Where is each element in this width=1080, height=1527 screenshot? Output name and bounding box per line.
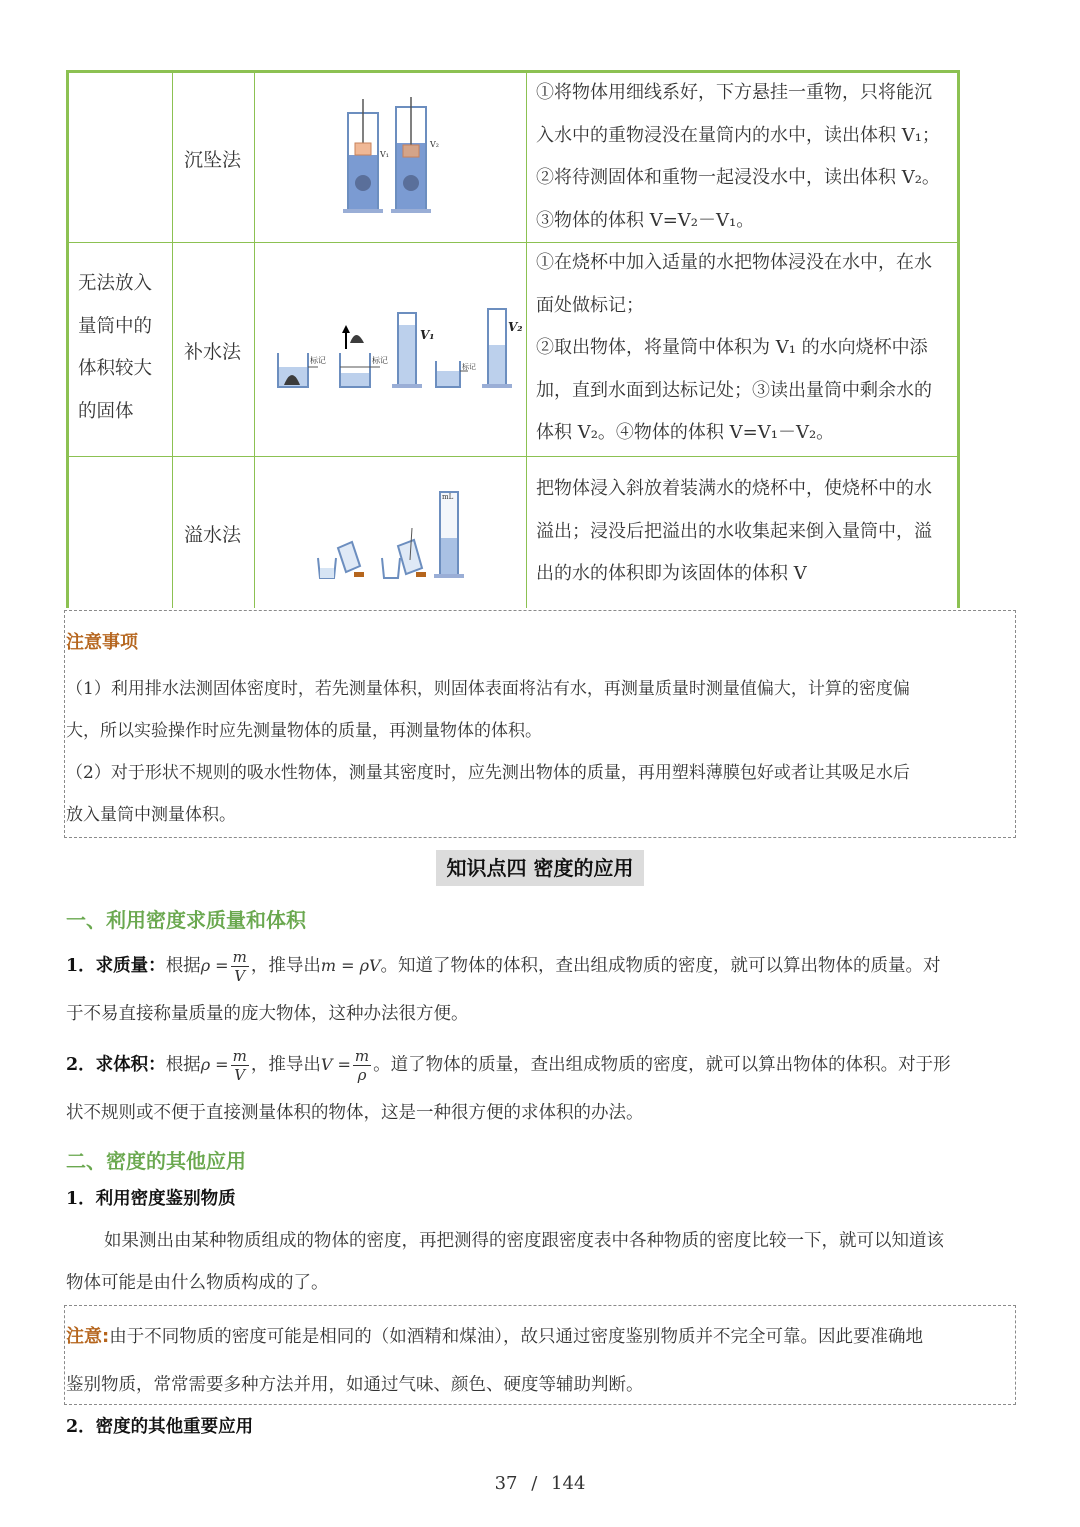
para-line: 物体可能是由什么物质构成的了。 bbox=[66, 1273, 329, 1293]
frac-num: m bbox=[354, 1047, 370, 1065]
item-volume bbox=[66, 1043, 1026, 1135]
fraction-m-over-v bbox=[231, 1047, 249, 1084]
fig-label-v1: V₁ bbox=[420, 328, 435, 342]
notice-body bbox=[66, 668, 1016, 836]
notice-line: 大，所以实验操作时应先测量物体的质量，再测量物体的体积。 bbox=[66, 721, 542, 741]
frac-num: m bbox=[232, 948, 247, 966]
table-row-divider bbox=[69, 456, 957, 457]
step-line: 加，直到水面到达标记处；③读出量筒中剩余水的 bbox=[536, 379, 932, 401]
fig-label-v1: V₁ bbox=[380, 150, 389, 159]
item-volume-rest: 。道了物体的质量，查出组成物质的密度，就可以算出物体的体积。对于形 bbox=[373, 1055, 951, 1075]
item-mass-label: 1．求质量： bbox=[66, 956, 166, 976]
item-mass-rest: 。知道了物体的体积，查出组成物质的密度，就可以算出物体的质量。对 bbox=[380, 956, 941, 976]
text-according: 根据 bbox=[165, 956, 201, 976]
frac-den: V bbox=[234, 1066, 246, 1084]
item-mass bbox=[66, 944, 1026, 1036]
step-line: ①将物体用细线系好，下方悬挂一重物，只将能沉 bbox=[536, 82, 932, 103]
para-line: 如果测出由某种物质组成的物体的密度，再把测得的密度跟密度表中各种物质的密度比较一下，就可以知道该 bbox=[104, 1231, 944, 1251]
text-derive: ，推导出 bbox=[250, 956, 321, 976]
section1-title: 一、利用密度求质量和体积 bbox=[66, 908, 306, 932]
formula-v: V = bbox=[320, 1055, 351, 1074]
item-mass-line1 bbox=[66, 944, 1026, 988]
method-sinker: 沉坠法 bbox=[184, 149, 242, 171]
item-mass-line2: 于不易直接称量质量的庞大物体，这种办法很方便。 bbox=[66, 1004, 469, 1024]
step-line: 面处做标记； bbox=[536, 294, 644, 316]
step-line: ②将待测固体和重物一起浸没水中，读出体积 V₂。 bbox=[536, 167, 940, 188]
sub-identify-title: 1．利用密度鉴别物质 bbox=[66, 1189, 236, 1209]
table-col-divider bbox=[254, 73, 255, 608]
notice-line: （1）利用排水法测固体密度时，若先测量体积，则固体表面将沾有水，再测量质量时测量值偏大，计算的密度偏 bbox=[66, 679, 910, 699]
step-line: ③物体的体积 V=V₂－V₁。 bbox=[536, 209, 755, 231]
identify-paragraph bbox=[66, 1220, 1026, 1304]
overflow-steps bbox=[536, 468, 932, 596]
text-derive: ，推导出 bbox=[250, 1055, 321, 1075]
formula-rho: ρ = bbox=[200, 1055, 229, 1074]
notice-title: 注意事项 bbox=[66, 632, 138, 653]
fig-label-mark: 标记 bbox=[310, 356, 326, 365]
category-line: 无法放入 bbox=[78, 273, 153, 294]
sinker-steps bbox=[536, 72, 940, 242]
note-line: 鉴别物质，常常需要多种方法并用，如通过气味、颜色、硬度等辅助判断。 bbox=[66, 1375, 644, 1395]
frac-num: m bbox=[232, 1047, 247, 1065]
category-line: 体积较大 bbox=[78, 358, 153, 379]
fraction-m-over-rho bbox=[353, 1047, 371, 1084]
fig-label-ml: mL bbox=[442, 493, 454, 501]
method-refill: 补水法 bbox=[184, 341, 242, 363]
step-line: 出的水的体积即为该固体的体积 V bbox=[536, 563, 807, 584]
page-separator: / bbox=[531, 1473, 538, 1494]
text-according: 根据 bbox=[165, 1055, 201, 1075]
item-volume-line2: 状不规则或不便于直接测量体积的物体，这是一种很方便的求体积的办法。 bbox=[66, 1103, 644, 1123]
step-line: 体积 V₂。④物体的体积 V=V₁－V₂。 bbox=[536, 422, 835, 443]
fig-label-mark: 标记 bbox=[462, 363, 476, 371]
method-overflow: 溢水法 bbox=[184, 524, 242, 546]
category-line: 的固体 bbox=[78, 400, 134, 422]
refill-steps bbox=[536, 242, 932, 455]
step-line: ②取出物体，将量筒中体积为 V₁ 的水向烧杯中添 bbox=[536, 337, 928, 358]
note-line bbox=[66, 1313, 1016, 1361]
sinker-method-figure bbox=[340, 93, 450, 215]
frac-den: V bbox=[234, 967, 246, 985]
step-line: ①在烧杯中加入适量的水把物体浸没在水中，在水 bbox=[536, 252, 932, 273]
item-volume-line1 bbox=[66, 1043, 1026, 1087]
fig-label-v2: V₂ bbox=[430, 140, 439, 149]
page-number bbox=[0, 1473, 1080, 1494]
item-volume-label: 2．求体积： bbox=[66, 1055, 166, 1075]
fig-label-mark: 标记 bbox=[372, 356, 388, 365]
category-large-solid bbox=[78, 263, 152, 433]
formula-rho: ρ = bbox=[200, 956, 229, 975]
step-line: 溢出；浸没后把溢出的水收集起来倒入量筒中，溢 bbox=[536, 520, 932, 542]
frac-den: ρ bbox=[357, 1066, 367, 1084]
note-label: 注意: bbox=[66, 1326, 110, 1347]
note-body bbox=[66, 1313, 1016, 1409]
overflow-method-figure bbox=[312, 488, 472, 584]
page-total: 144 bbox=[551, 1473, 586, 1494]
formula-m-rho-v: m = ρV bbox=[320, 956, 381, 975]
category-line: 量筒中的 bbox=[78, 315, 153, 337]
refill-method-figure bbox=[270, 305, 530, 395]
note-text: 由于不同物质的密度可能是相同的（如酒精和煤油），故只通过密度鉴别物质并不完全可靠。因此要准确地 bbox=[109, 1327, 923, 1347]
step-line: 入水中的重物浸没在量筒内的水中，读出体积 V₁； bbox=[536, 124, 940, 146]
fig-label-v2: V₂ bbox=[508, 320, 523, 334]
fraction-m-over-v bbox=[231, 948, 249, 985]
page-current: 37 bbox=[494, 1473, 518, 1494]
section2-title: 二、密度的其他应用 bbox=[66, 1149, 246, 1173]
sub-other-uses-title: 2．密度的其他重要应用 bbox=[66, 1417, 254, 1437]
table-col-divider bbox=[172, 73, 173, 608]
step-line: 把物体浸入斜放着装满水的烧杯中，使烧杯中的水 bbox=[536, 478, 932, 499]
notice-line: （2）对于形状不规则的吸水性物体，测量其密度时，应先测出物体的质量，再用塑料薄膜包好或者让其吸足水后 bbox=[66, 763, 910, 783]
notice-line: 放入量筒中测量体积。 bbox=[66, 805, 236, 825]
knowledge-point-title: 知识点四 密度的应用 bbox=[436, 850, 644, 886]
